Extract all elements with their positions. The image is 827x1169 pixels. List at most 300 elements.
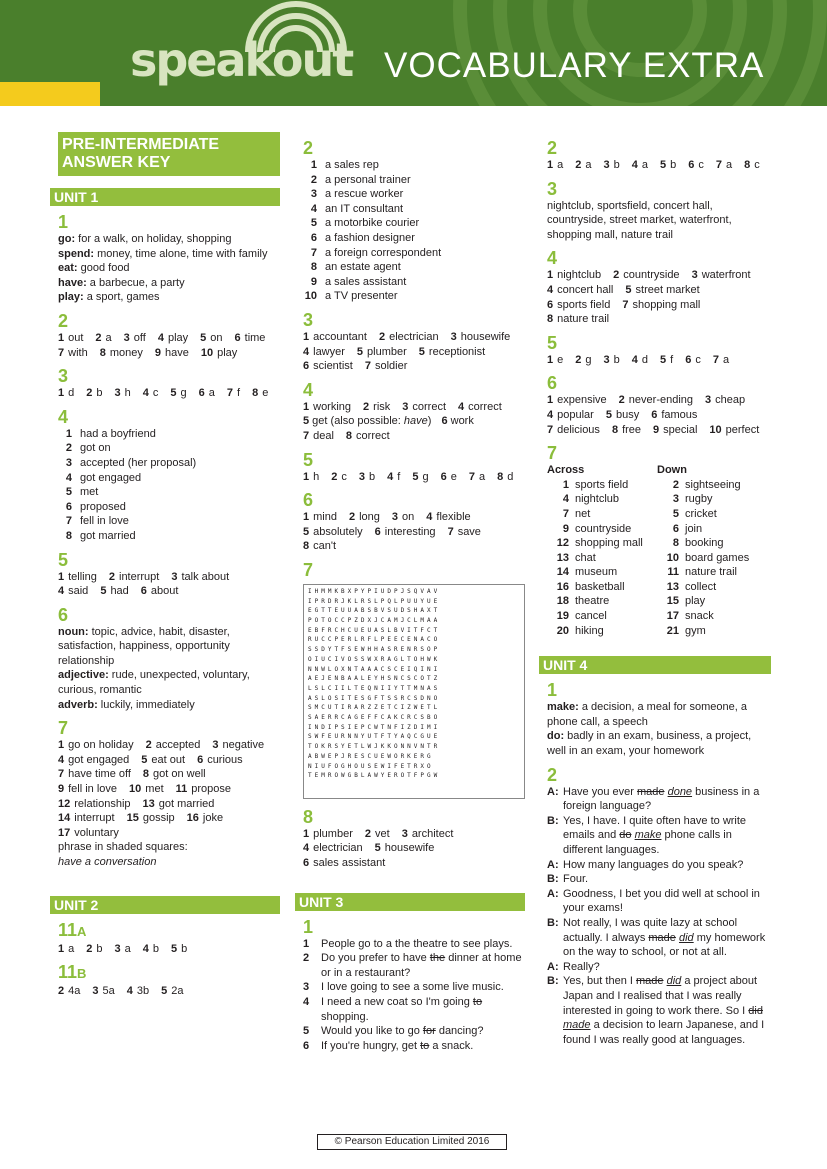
answer-line bbox=[58, 668, 280, 697]
answer-number: 6 bbox=[234, 331, 241, 344]
clue-answer: rugby bbox=[685, 493, 713, 506]
clue-answer: cricket bbox=[685, 507, 717, 520]
answer-number: 4 bbox=[157, 331, 164, 344]
answer-number: 2 bbox=[145, 739, 152, 752]
answer-number: 7 bbox=[547, 423, 554, 436]
answer-number: 2 bbox=[378, 330, 386, 343]
clue-number: 4 bbox=[562, 493, 569, 506]
answer-value: b bbox=[369, 470, 376, 483]
item-text-part: People go to a the theatre to see plays. bbox=[321, 937, 513, 950]
answer-value: nightclub bbox=[557, 269, 602, 282]
clue-answer: hiking bbox=[575, 624, 604, 637]
clue-number: 2 bbox=[672, 478, 679, 491]
crossword-across-column bbox=[547, 463, 657, 638]
answer-value: got married bbox=[158, 797, 215, 810]
item-number: 1 bbox=[303, 937, 310, 950]
exercise-number: 7 bbox=[547, 443, 558, 464]
answer-value: gossip bbox=[142, 812, 175, 825]
clue-answer: basketball bbox=[575, 580, 625, 593]
clue-number: 3 bbox=[672, 493, 679, 506]
answer-value: about bbox=[150, 585, 179, 598]
answer-row bbox=[303, 470, 525, 485]
answer-value: 3b bbox=[136, 985, 150, 998]
answer-value: accepted bbox=[155, 739, 201, 752]
exercise-number: 1 bbox=[303, 916, 314, 937]
item-text: proposed bbox=[80, 500, 126, 513]
shaded-note-answer: have a conversation bbox=[58, 856, 157, 868]
answer-number: 7 bbox=[712, 353, 719, 366]
answer-number: 8 bbox=[744, 159, 751, 171]
struck-word: the bbox=[429, 952, 446, 965]
answer-value: 2a bbox=[171, 985, 184, 998]
answer-value: b bbox=[152, 942, 159, 955]
answer-value: e bbox=[557, 353, 564, 366]
answer-number: 14 bbox=[58, 812, 71, 825]
clue-number: 10 bbox=[666, 551, 679, 564]
answer-value: b bbox=[181, 942, 188, 955]
answer-number: 4 bbox=[631, 159, 638, 171]
clue-number: 6 bbox=[672, 522, 679, 535]
answer-row bbox=[547, 268, 771, 283]
answer-value: soldier bbox=[375, 360, 408, 373]
answer-number: 1 bbox=[303, 827, 310, 840]
item-number: 5 bbox=[65, 486, 72, 499]
clue-answer: chat bbox=[575, 551, 596, 564]
answer-key-word: eat: bbox=[58, 262, 78, 275]
answer-number: 3 bbox=[402, 400, 409, 413]
shaded-note: phrase in shaded squares: bbox=[58, 841, 188, 854]
answer-number: 5 bbox=[418, 345, 425, 358]
item-number: 9 bbox=[310, 275, 317, 288]
speaker: B: bbox=[547, 814, 559, 827]
item-number: 7 bbox=[65, 515, 72, 528]
answer-list-item bbox=[303, 202, 525, 217]
answer-value: a bbox=[722, 353, 730, 366]
answer-line bbox=[58, 290, 280, 305]
item-text: got on bbox=[80, 442, 111, 455]
item-text-part: dinner at home or in a restaurant? bbox=[321, 952, 522, 979]
word-search-row: IHMMKBXPYPIUDPJSQVAV bbox=[308, 587, 441, 595]
answer-number: 7 bbox=[622, 298, 629, 311]
answer-value: concert hall bbox=[557, 283, 614, 296]
answer-line bbox=[58, 276, 280, 291]
answer-value: get (also possible: bbox=[309, 415, 404, 428]
answer-number: 8 bbox=[547, 313, 554, 326]
answer-number: 6 bbox=[547, 298, 554, 311]
exercise-number: 4 bbox=[303, 379, 314, 400]
answer-value: waterfront bbox=[701, 269, 751, 282]
answer-list-item bbox=[58, 456, 280, 471]
exercise-number: 11B bbox=[58, 962, 87, 983]
answer-number: 1 bbox=[303, 470, 310, 483]
crossword-answer bbox=[547, 609, 657, 624]
answer-text: luckily, immediately bbox=[97, 698, 195, 711]
word-search-row: SMCUTIRARZZETCIZWETL bbox=[308, 704, 441, 712]
item-number: 2 bbox=[310, 173, 317, 186]
answer-value: have bbox=[403, 415, 428, 428]
answer-row bbox=[58, 767, 280, 782]
clue-number: 13 bbox=[666, 580, 679, 593]
clue-number: 12 bbox=[556, 537, 569, 550]
clue-answer: nightclub bbox=[575, 493, 620, 506]
clue-number: 5 bbox=[672, 507, 679, 520]
unit-1-heading: UNIT 1 bbox=[50, 188, 280, 206]
answer-number: 6 bbox=[685, 353, 692, 366]
answer-row bbox=[58, 797, 280, 812]
exercise-number: 4 bbox=[547, 248, 558, 269]
answer-line bbox=[58, 232, 280, 247]
answer-key-word: have: bbox=[58, 276, 87, 289]
item-number: 2 bbox=[65, 442, 72, 455]
crossword-answer bbox=[547, 492, 657, 507]
exercise-number: 3 bbox=[58, 366, 69, 387]
dialogue-part: business in a foreign language? bbox=[563, 785, 760, 813]
item-number: 1 bbox=[310, 159, 317, 171]
answer-row bbox=[303, 539, 525, 554]
answer-value: shopping mall bbox=[632, 298, 701, 311]
answer-number: 5 bbox=[660, 353, 667, 366]
dialogue-line bbox=[547, 785, 771, 814]
answer-number: 6 bbox=[303, 857, 310, 870]
item-text-part: Do you prefer to have bbox=[321, 952, 430, 965]
answer-value: 4a bbox=[68, 985, 81, 998]
answer-number: 10 bbox=[709, 423, 722, 436]
answer-value: can't bbox=[313, 540, 337, 553]
answer-number: 8 bbox=[303, 540, 310, 553]
answer-value: out bbox=[68, 331, 84, 344]
answer-value: got engaged bbox=[68, 753, 130, 766]
answer-value: with bbox=[68, 346, 88, 359]
answer-number: 1 bbox=[303, 511, 310, 524]
answer-value: absolutely bbox=[313, 525, 363, 538]
unit-4-heading: UNIT 4 bbox=[539, 656, 771, 674]
answer-number: 3 bbox=[691, 269, 698, 282]
answer-value: voluntary bbox=[74, 826, 119, 839]
answer-value: flexible bbox=[436, 511, 471, 524]
answer-number: 1 bbox=[303, 330, 310, 343]
dialogue-text bbox=[563, 916, 771, 960]
word-search-grid bbox=[303, 584, 525, 799]
item-text: got engaged bbox=[80, 471, 142, 484]
answer-row bbox=[547, 393, 771, 408]
answer-value: a bbox=[124, 942, 131, 955]
item-number: 8 bbox=[65, 529, 72, 542]
column-3 bbox=[543, 132, 771, 1047]
crossword-answer bbox=[657, 536, 767, 551]
answer-number: 6 bbox=[441, 415, 448, 428]
word-search-row: POTOCCPZDXJCAMJCLMAA bbox=[308, 616, 441, 624]
column-2 bbox=[299, 132, 525, 1053]
dialogue-part: Have you ever bbox=[563, 785, 637, 798]
word-search-row: SAERRCAGEFFCAKCRCSBO bbox=[308, 714, 441, 722]
answer-number: 16 bbox=[186, 812, 199, 825]
dialogue-text bbox=[563, 785, 771, 814]
answer-list-item bbox=[303, 216, 525, 231]
dialogue-part: Yes, I have. I quite often have to write emails and bbox=[563, 814, 747, 842]
answer-value: go on holiday bbox=[68, 739, 134, 752]
answer-value: f bbox=[237, 387, 241, 400]
answer-number: 5 bbox=[356, 345, 364, 358]
answer-number: 5 bbox=[141, 753, 148, 766]
answer-value: architect bbox=[411, 827, 454, 840]
item-text: fell in love bbox=[80, 515, 129, 528]
item-number: 3 bbox=[310, 188, 317, 201]
answer-value: delicious bbox=[557, 423, 600, 436]
answer-value: work bbox=[447, 415, 474, 428]
answer-line bbox=[58, 247, 280, 262]
answer-value: eat out bbox=[151, 753, 186, 766]
answer-number: 8 bbox=[252, 387, 259, 400]
answer-line bbox=[547, 729, 771, 758]
answer-number: 3 bbox=[114, 942, 121, 955]
answer-line bbox=[547, 700, 771, 729]
answer-row bbox=[58, 584, 280, 599]
item-number: 6 bbox=[310, 231, 317, 244]
unit-3-heading: UNIT 3 bbox=[295, 893, 525, 911]
answer-row bbox=[58, 942, 280, 957]
crossword-answer bbox=[657, 565, 767, 580]
dialogue-line bbox=[547, 974, 771, 1047]
answer-number: 8 bbox=[142, 768, 150, 781]
answer-number: 10 bbox=[129, 783, 142, 796]
answer-row bbox=[547, 298, 771, 313]
answer-number: 9 bbox=[58, 783, 65, 796]
answer-number: 3 bbox=[171, 570, 178, 583]
answer-value: long bbox=[359, 511, 380, 524]
answer-text: a sport, games bbox=[83, 291, 160, 304]
answer-list-item bbox=[58, 427, 280, 442]
exercise-number: 2 bbox=[547, 764, 558, 785]
exercise-sub-letter: A bbox=[77, 923, 87, 939]
crossword-answer bbox=[547, 536, 657, 551]
answer-number: 5 bbox=[303, 415, 310, 428]
answer-value: expensive bbox=[557, 394, 607, 407]
answer-number: 1 bbox=[58, 331, 65, 344]
answer-text: good food bbox=[77, 262, 130, 275]
answer-number: 3 bbox=[450, 330, 457, 343]
clue-number: 1 bbox=[562, 478, 569, 491]
dialogue-line bbox=[547, 872, 771, 887]
crossword-answer bbox=[547, 594, 657, 609]
item-text: a sales assistant bbox=[325, 275, 407, 288]
crossword-answer bbox=[657, 551, 767, 566]
answer-text: badly in an exam, business, a project, well in an exam, your homework bbox=[547, 730, 752, 758]
answer-row bbox=[58, 570, 280, 585]
answer-row bbox=[58, 984, 280, 999]
answer-list-item bbox=[303, 1039, 525, 1054]
clue-number: 20 bbox=[556, 624, 569, 637]
clue-answer: snack bbox=[685, 610, 714, 623]
dialogue-part: Goodness, I bet you did well at school in your exams! bbox=[563, 887, 760, 915]
answer-row bbox=[58, 386, 280, 401]
answer-row bbox=[547, 423, 771, 438]
answer-row bbox=[303, 827, 525, 842]
answer-number: 2 bbox=[95, 331, 102, 344]
dialogue-part: a decision to learn Japanese, and I found I was really good at languages. bbox=[563, 1019, 765, 1046]
answer-number: 4 bbox=[142, 387, 149, 400]
item-number: 5 bbox=[303, 1025, 310, 1038]
answer-value: accountant bbox=[313, 330, 367, 343]
answer-value: countryside bbox=[623, 269, 680, 282]
answer-value: save bbox=[457, 525, 481, 538]
answer-number: 1 bbox=[547, 159, 554, 171]
answer-row bbox=[547, 312, 771, 327]
answer-row bbox=[303, 429, 525, 444]
answer-number: 2 bbox=[86, 387, 93, 400]
answer-value: a bbox=[726, 159, 733, 171]
item-number: 2 bbox=[303, 952, 310, 965]
answer-row bbox=[303, 330, 525, 345]
dialogue-text bbox=[563, 960, 600, 975]
word-search-row: NNWLOXNTAAACSCEIQINI bbox=[308, 665, 441, 673]
answer-value: electrician bbox=[313, 842, 363, 855]
answer-number: 6 bbox=[303, 360, 310, 373]
answer-number: 6 bbox=[688, 159, 695, 171]
answer-number: 4 bbox=[303, 345, 310, 358]
answer-value: a bbox=[68, 942, 75, 955]
answer-text: for a walk, on holiday, shopping bbox=[75, 233, 232, 245]
answer-number: 3 bbox=[391, 511, 399, 524]
item-number: 6 bbox=[303, 1039, 310, 1052]
answer-number: 2 bbox=[364, 827, 371, 840]
answer-value: time bbox=[244, 331, 266, 344]
answer-value: b bbox=[670, 159, 677, 171]
answer-value: met bbox=[145, 783, 164, 796]
crossword-answer bbox=[657, 609, 767, 624]
answer-number: 6 bbox=[140, 585, 147, 598]
answer-value: housewife bbox=[384, 842, 435, 855]
answer-value: d bbox=[68, 387, 75, 400]
clue-number: 11 bbox=[667, 566, 679, 579]
answer-value: play bbox=[167, 331, 189, 344]
answer-value: d bbox=[507, 470, 514, 483]
answer-value: curious bbox=[207, 753, 243, 766]
answer-value: d bbox=[641, 353, 648, 366]
struck-word: for bbox=[422, 1025, 436, 1038]
answer-number: 5 bbox=[100, 585, 107, 598]
answer-list-item bbox=[58, 471, 280, 486]
item-text bbox=[321, 1039, 473, 1054]
answer-list-item bbox=[303, 231, 525, 246]
answer-row bbox=[58, 753, 280, 768]
answer-list-item bbox=[303, 275, 525, 290]
answer-number: 9 bbox=[154, 346, 161, 359]
answer-number: 5 bbox=[605, 408, 612, 421]
item-text: met bbox=[80, 486, 99, 499]
answer-text: nightclub, sportsfield, concert hall, countryside, street market, waterfront, shopping mall, nature trail bbox=[547, 199, 732, 241]
answer-number: 7 bbox=[364, 360, 371, 373]
answer-number: 7 bbox=[715, 159, 722, 171]
dialogue-part: Four. bbox=[563, 873, 589, 886]
answer-value: b bbox=[96, 942, 103, 955]
item-text-part: Would you like to go bbox=[321, 1025, 423, 1038]
answer-value: perfect bbox=[725, 423, 760, 436]
answer-value: b bbox=[613, 159, 620, 171]
answer-row bbox=[58, 811, 280, 826]
item-text: accepted (her proposal) bbox=[80, 456, 197, 469]
answer-value: on bbox=[402, 511, 415, 524]
answer-number: 7 bbox=[58, 768, 65, 781]
answer-line bbox=[58, 261, 280, 276]
clue-number: 18 bbox=[556, 595, 569, 608]
answer-value: interesting bbox=[384, 525, 436, 538]
dialogue-part: a project about Japan and I realised that I was really interested in going to work there. So I bbox=[563, 975, 758, 1017]
answer-number: 5 bbox=[412, 470, 419, 483]
answer-value: c bbox=[754, 159, 760, 171]
answer-value: vet bbox=[375, 827, 390, 840]
answer-number: 6 bbox=[440, 470, 447, 483]
answer-line bbox=[58, 698, 280, 713]
item-text: an IT consultant bbox=[325, 202, 404, 215]
word-search-row: TEMROWGBLAWYEROTFPGW bbox=[308, 772, 441, 780]
answer-list-item bbox=[58, 500, 280, 515]
dialogue-line bbox=[547, 887, 771, 916]
item-text bbox=[321, 980, 504, 995]
clue-answer: net bbox=[575, 507, 591, 520]
answer-number: 8 bbox=[345, 429, 353, 442]
answer-number: 3 bbox=[114, 387, 121, 400]
answer-number: 4 bbox=[126, 985, 133, 998]
item-number: 1 bbox=[65, 427, 72, 440]
answer-value: f bbox=[670, 353, 674, 366]
item-text-part: If you're hungry, get bbox=[321, 1039, 421, 1052]
answer-number: 2 bbox=[86, 942, 93, 955]
answer-value: popular bbox=[557, 408, 594, 421]
answer-value: ) bbox=[427, 415, 432, 428]
answer-value: money bbox=[109, 346, 143, 359]
correct-word: done bbox=[667, 785, 693, 798]
crossword-answer bbox=[547, 624, 657, 639]
answer-number: 13 bbox=[142, 797, 155, 810]
word-search-row: TOKRSYETLWJKKONNVNTR bbox=[308, 743, 441, 751]
word-search-row: AEJENBAALEYHSNCSCOTZ bbox=[308, 675, 441, 683]
item-text-part: I need a new coat so I'm going bbox=[321, 996, 473, 1009]
item-number: 4 bbox=[65, 471, 72, 484]
item-number: 6 bbox=[65, 500, 72, 513]
answer-number: 1 bbox=[58, 942, 65, 955]
answer-value: interrupt bbox=[119, 570, 160, 583]
answer-list-item bbox=[303, 995, 525, 1024]
answer-number: 6 bbox=[198, 387, 205, 400]
answer-value: deal bbox=[313, 429, 334, 442]
item-text: an estate agent bbox=[325, 261, 401, 274]
item-text: a sales rep bbox=[325, 159, 379, 171]
answer-row bbox=[303, 856, 525, 871]
crossword-down-column bbox=[657, 463, 767, 638]
answer-row bbox=[58, 782, 280, 797]
answer-number: 12 bbox=[58, 797, 71, 810]
answer-value: never-ending bbox=[628, 394, 694, 407]
word-search-row: EGTTEUUABSBVSUDSHAXT bbox=[308, 607, 441, 615]
item-text-part: dancing? bbox=[435, 1025, 484, 1038]
answer-number: 5 bbox=[170, 387, 177, 400]
answer-key-word: go: bbox=[58, 233, 76, 245]
exercise-number: 3 bbox=[547, 178, 558, 199]
crossword-answer bbox=[657, 580, 767, 595]
answer-row bbox=[547, 283, 771, 298]
answer-list-item bbox=[303, 260, 525, 275]
answer-row bbox=[303, 414, 525, 429]
answer-value: receptionist bbox=[428, 345, 486, 358]
answer-line bbox=[58, 625, 280, 669]
item-text bbox=[321, 937, 512, 952]
clue-answer: booking bbox=[685, 537, 724, 550]
item-text-part: shopping. bbox=[321, 1010, 369, 1023]
answer-value: have bbox=[164, 346, 189, 359]
dialogue-text bbox=[563, 858, 743, 873]
answer-value: risk bbox=[373, 400, 391, 413]
exercise-number: 4 bbox=[58, 406, 69, 427]
